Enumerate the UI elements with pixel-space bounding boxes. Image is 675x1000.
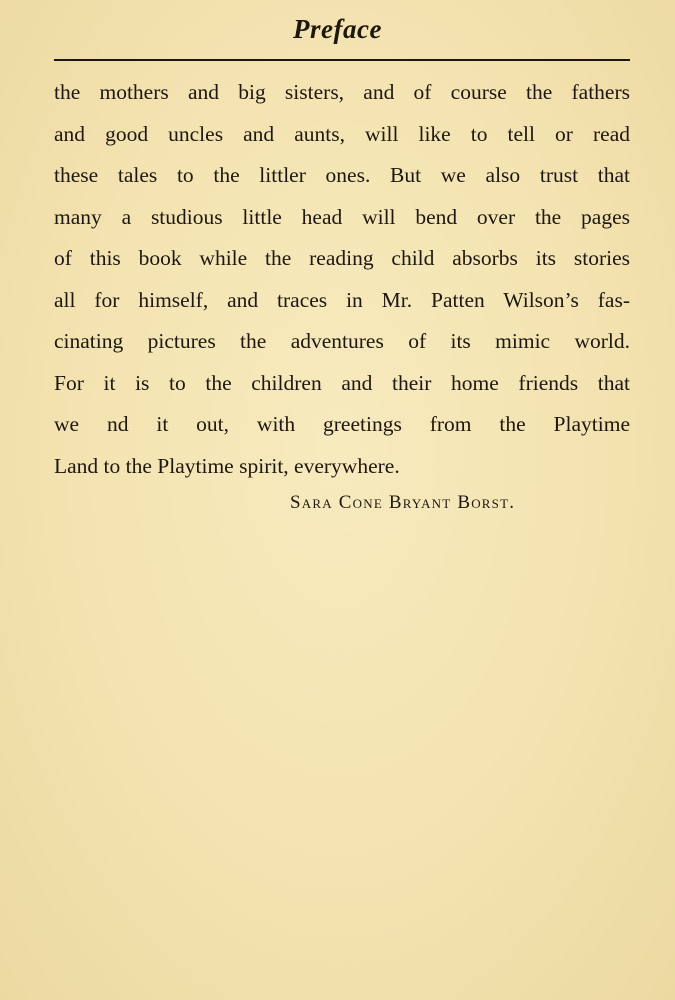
- preface-body: [54, 72, 630, 487]
- author-signature: Sara Cone Bryant Borst.: [290, 492, 516, 513]
- text-line: For it is to the children and their home friends that: [54, 370, 630, 395]
- text-line: many a studious little head will bend over the pages: [54, 204, 630, 229]
- text-line: the mothers and big sisters, and of course the fathers: [54, 80, 630, 104]
- page-title: Preface: [293, 14, 382, 44]
- text-line: Land to the Playtime spirit, everywhere.: [54, 453, 400, 478]
- text-line: cinating pictures the adventures of its mimic world.: [54, 329, 630, 353]
- text-line: all for himself, and traces in Mr. Patten Wilson’s fas-: [54, 287, 630, 312]
- text-line: of this book while the reading child absorbs its stories: [54, 246, 630, 270]
- text-line: and good uncles and aunts, will like to tell or read: [54, 121, 630, 146]
- header-rule: [54, 59, 630, 61]
- text-line: we nd it out, with greetings from the Playtime: [54, 412, 630, 436]
- text-line: these tales to the littler ones. But we also trust that: [54, 163, 630, 187]
